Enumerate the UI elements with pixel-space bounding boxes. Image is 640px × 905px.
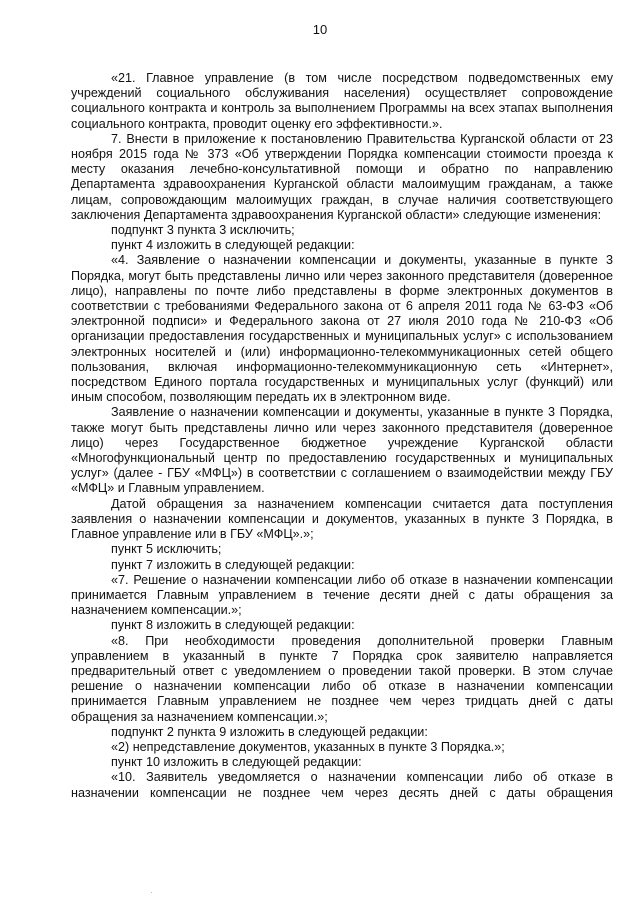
paragraph-item-8-text: «8. При необходимости проведения дополнительной проверки Главным управлением в указанный в пункте 7 Порядка срок заявителю направляется предварительный ответ с уведомлением о проведении такой проверки. В этом случае решение о назначении компенсации либо об отказе в назначении компенсации принимается Главным управлением не позднее чем через тридцать дней с даты обращения за назначением компенсации.»; — [71, 633, 613, 724]
paragraph-item-9-intro: подпункт 2 пункта 9 изложить в следующей редакции: — [111, 724, 428, 739]
paragraph-item-21: «21. Главное управление (в том числе посредством подведомственных ему учреждений социального обслуживания населения) осуществляет сопровождение социального контракта и контроль за выполнением Программы на всех этапах выполнения социального контракта, проводит оценку его эффективности.». — [71, 71, 613, 131]
paragraph-item-10-intro: пункт 10 изложить в следующей редакции: — [111, 755, 362, 770]
paragraph-item-10-text: «10. Заявитель уведомляется о назначении компенсации либо об отказе в назначении компенсации не позднее чем через десять дней с даты обращения — [71, 770, 613, 800]
document-body — [71, 71, 613, 801]
paragraph-exclude-item-5: пункт 5 исключить; — [111, 542, 222, 557]
paragraph-item-8-intro: пункт 8 изложить в следующей редакции: — [111, 618, 355, 633]
paragraph-exclude-subitem-3: подпункт 3 пункта 3 исключить; — [111, 223, 295, 238]
paragraph-item-4-intro: пункт 4 изложить в следующей редакции: — [111, 238, 355, 253]
page-number: 10 — [312, 22, 328, 37]
paragraph-item-7-amendment: 7. Внести в приложение к постановлению Правительства Курганской области от 23 ноября 2015 года № 373 «Об утверждении Порядка компенсации стоимости проезда к месту оказания лечебно-консультативной помощи и обратно по направлению Департамента здравоохранения Курганской области малоимущим гражданам, а также лицам, сопровождающим малоимущих граждан, в случае наличия соответствующего заключения Департамента здравоохранения Курганской области» следующие изменения: — [71, 131, 613, 222]
paragraph-date-of-application: Датой обращения за назначением компенсации считается дата поступления заявления о назначении компенсации и документов, указанных в пункте 3 Порядка, в Главное управление или в ГБУ «МФЦ».»; — [71, 496, 613, 542]
paragraph-item-9-text: «2) непредставление документов, указанных в пункте 3 Порядка.»; — [111, 739, 505, 754]
paragraph-mfc-submission: Заявление о назначении компенсации и документы, указанные в пункте 3 Порядка, также могут быть представлены лично или через законного представителя (доверенное лицо) через Государственное бюджетное учреждение Курганской области «Многофункциональный центр по предоставлению государственных и муниципальных услуг» (далее - ГБУ «МФЦ») в соответствии с соглашением о взаимодействии между ГБУ «МФЦ» и Главным управлением. — [71, 405, 613, 496]
scan-speck — [151, 892, 152, 893]
paragraph-item-7-text: «7. Решение о назначении компенсации либо об отказе в назначении компенсации принимается Главным управлением в течение десяти дней с даты обращения за назначением компенсации.»; — [71, 572, 613, 618]
paragraph-item-4-text: «4. Заявление о назначении компенсации и документы, указанные в пункте 3 Порядка, могут быть представлены лично или через законного представителя (доверенное лицо), направлены по почте либо представлены в форме электронных документов в соответствии с требованиями Федерального закона от 6 апреля 2011 года № 63-ФЗ «Об электронной подписи» и Федерального закона от 27 июля 2010 года № 210-ФЗ «Об организации предоставления государственных и муниципальных услуг» с использованием электронных носителей и (или) информационно-телекоммуникационных сетей общего пользования, включая информационно-телекоммуникационную сеть «Интернет», посредством Единого портала государственных и муниципальных услуг (функций) или иным способом, позволяющим передать их в электронном виде. — [71, 253, 613, 405]
paragraph-item-7-intro: пункт 7 изложить в следующей редакции: — [111, 557, 355, 572]
